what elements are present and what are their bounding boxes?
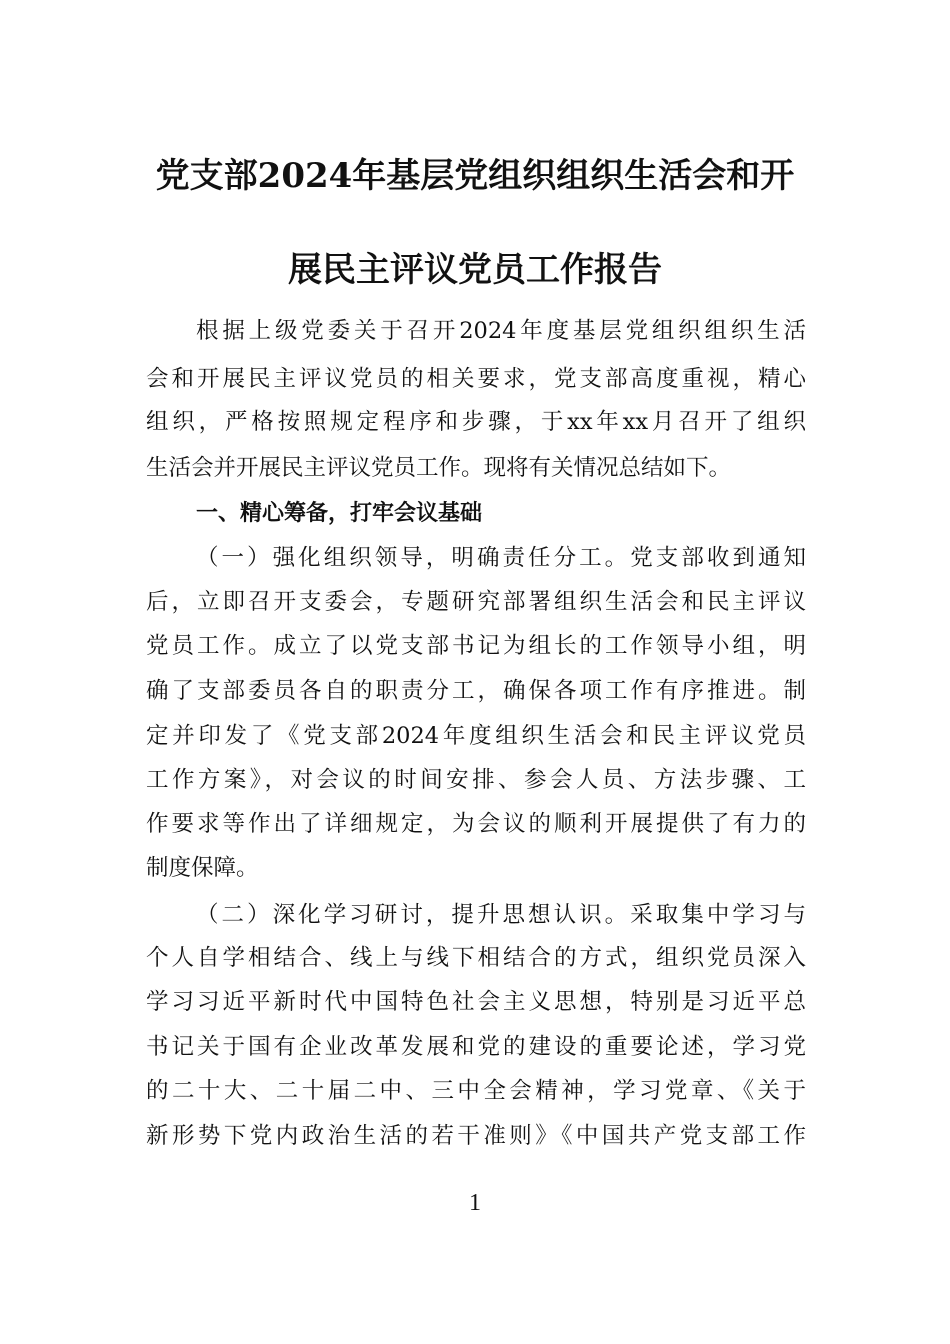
body-line: 根据上级党委关于召开2024年度基层党组织组织生活: [196, 318, 806, 344]
body-line: 工作方案》，对会议的时间安排、参会人员、方法步骤、工: [146, 767, 806, 793]
body-line: 后，立即召开支委会，专题研究部署组织生活会和民主评议: [146, 589, 806, 615]
body-line: 党员工作。成立了以党支部书记为组长的工作领导小组，明: [146, 633, 806, 659]
body-line: 新形势下党内政治生活的若干准则》《中国共产党支部工作: [146, 1123, 806, 1149]
body-line: （一）强化组织领导，明确责任分工。党支部收到通知: [196, 545, 806, 571]
body-line: 生活会并开展民主评议党员工作。现将有关情况总结如下。: [146, 455, 732, 481]
body-line: 作要求等作出了详细规定，为会议的顺利开展提供了有力的: [146, 811, 806, 837]
body-line: 的二十大、二十届二中、三中全会精神，学习党章、《关于: [146, 1078, 806, 1104]
body-line: 学习习近平新时代中国特色社会主义思想，特别是习近平总: [146, 989, 806, 1015]
body-line: 会和开展民主评议党员的相关要求，党支部高度重视，精心: [146, 366, 806, 392]
section-heading: 一、精心筹备，打牢会议基础: [196, 501, 483, 526]
body-line: 组织，严格按照规定程序和步骤，于xx年xx月召开了组织: [146, 409, 806, 435]
document-title-line-1: 党支部2024年基层党组织组织生活会和开: [155, 156, 795, 196]
body-line: （二）深化学习研讨，提升思想认识。采取集中学习与: [196, 902, 806, 928]
body-line: 定并印发了《党支部2024年度组织生活会和民主评议党员: [146, 723, 806, 749]
body-line: 制度保障。: [146, 855, 259, 881]
body-line: 书记关于国有企业改革发展和党的建设的重要论述，学习党: [146, 1034, 806, 1060]
document-title-line-2: 展民主评议党员工作报告: [288, 250, 662, 290]
body-line: 确了支部委员各自的职责分工，确保各项工作有序推进。制: [146, 678, 806, 704]
body-line: 个人自学相结合、线上与线下相结合的方式，组织党员深入: [146, 945, 806, 971]
page-number: 1: [469, 1190, 481, 1216]
